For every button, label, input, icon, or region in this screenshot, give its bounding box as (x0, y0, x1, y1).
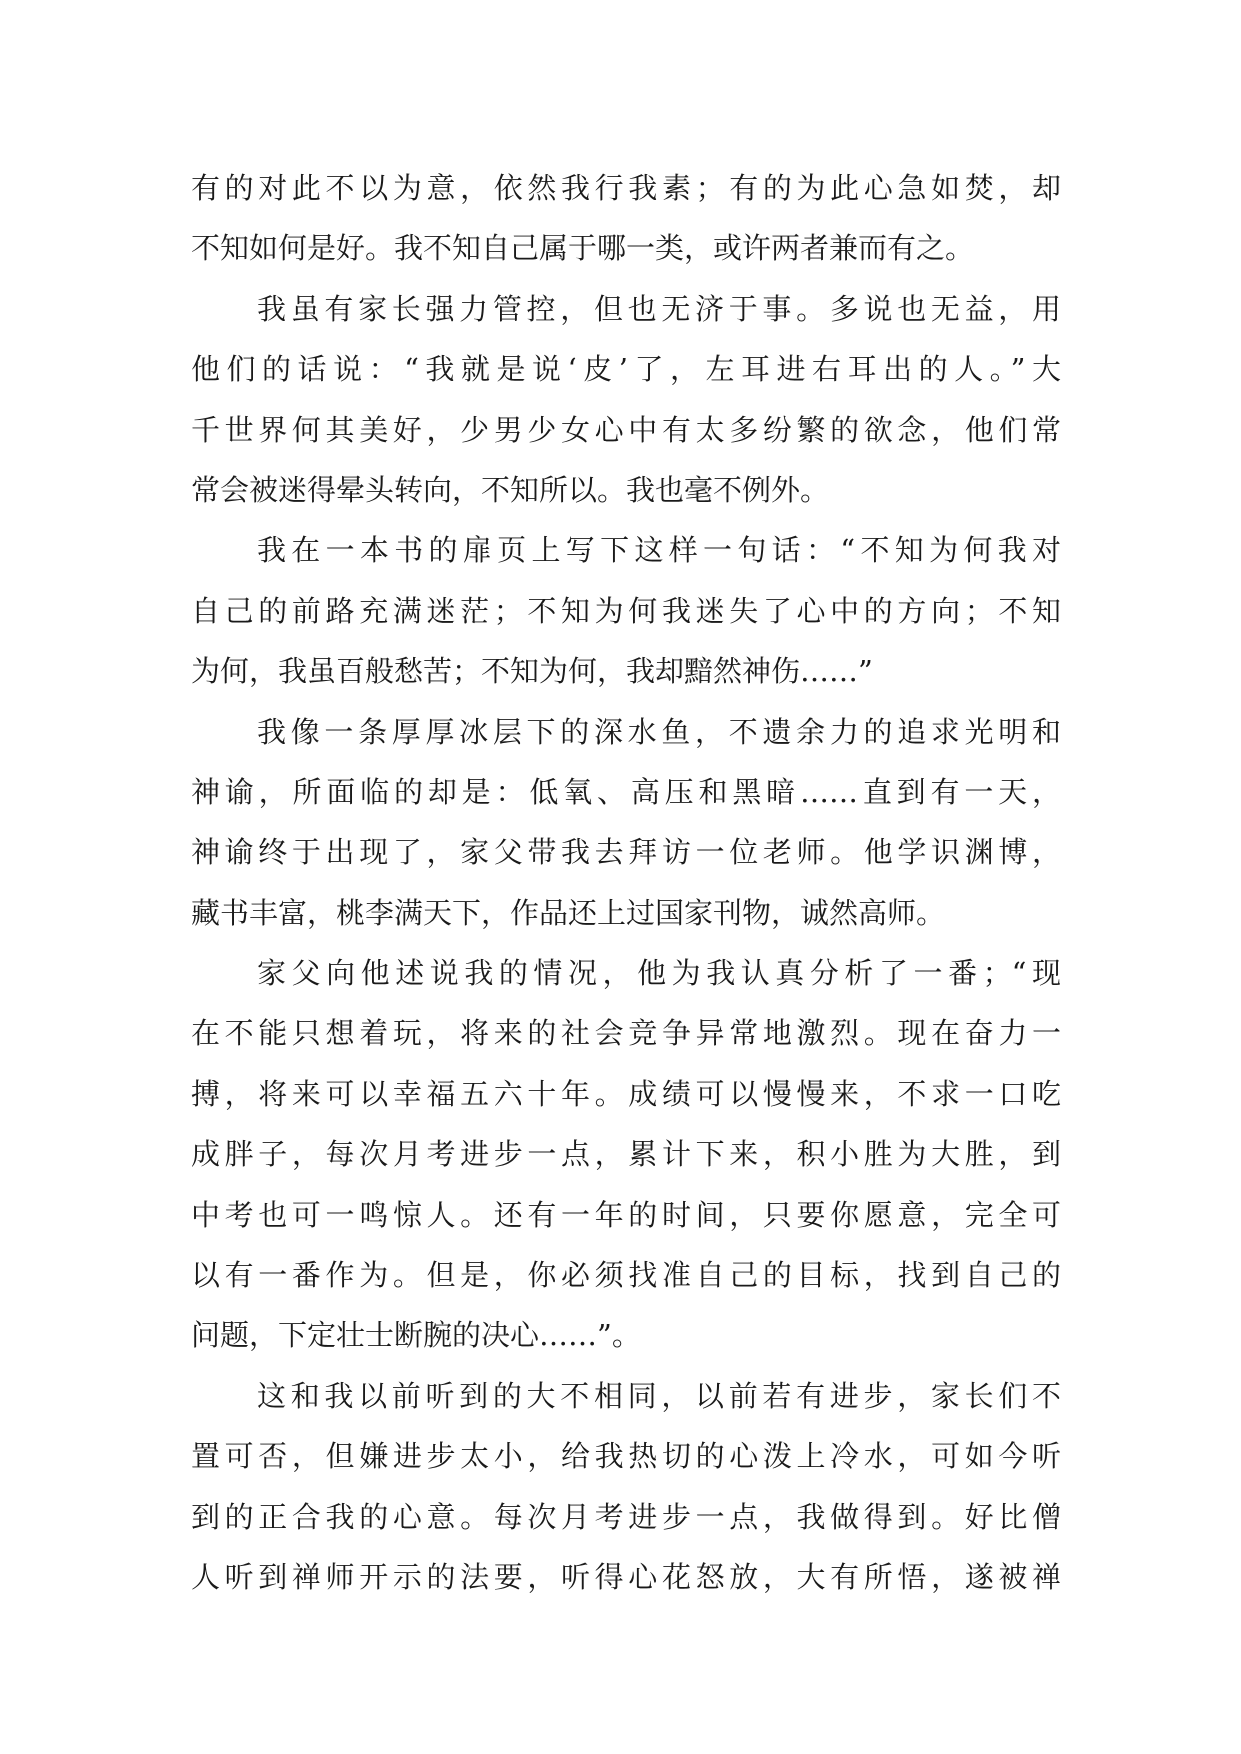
paragraph-first-line: 这和我以前听到的大不相同，以前若有进步，家长们不 (257, 1378, 1061, 1413)
text-line: 千世界何其美好，少男少女心中有太多纷繁的欲念，他们常 (191, 412, 1061, 447)
text-line: 在不能只想着玩，将来的社会竞争异常地激烈。现在奋力一 (191, 1016, 1061, 1051)
paragraph-first-line: 家父向他述说我的情况，他为我认真分析了一番；“现 (257, 956, 1061, 991)
text-line: 藏书丰富，桃李满天下，作品还上过国家刊物，诚然高师。 (191, 895, 946, 930)
text-line: 中考也可一鸣惊人。还有一年的时间，只要你愿意，完全可 (191, 1197, 1061, 1232)
text-line: 为何，我虽百般愁苦；不知为何，我却黯然神伤……” (191, 654, 873, 689)
body-text (191, 158, 1061, 1607)
text-line: 神谕终于出现了，家父带我去拜访一位老师。他学识渊博， (191, 835, 1061, 870)
text-line: 常会被迷得晕头转向，不知所以。我也毫不例外。 (191, 472, 830, 507)
text-line: 问题，下定壮士断腕的决心……”。 (191, 1318, 641, 1353)
paragraph-first-line: 我像一条厚厚冰层下的深水鱼，不遗余力的追求光明和 (257, 714, 1061, 749)
text-line: 置可否，但嫌进步太小，给我热切的心泼上冷水，可如今听 (191, 1439, 1061, 1474)
paragraph-first-line: 我在一本书的扉页上写下这样一句话：“不知为何我对 (257, 533, 1061, 568)
text-line: 有的对此不以为意，依然我行我素；有的为此心急如焚，却 (191, 171, 1061, 205)
text-line: 他们的话说：“我就是说‘皮’了，左耳进右耳出的人。”大 (191, 352, 1061, 387)
text-line: 不知如何是好。我不知自己属于哪一类，或许两者兼而有之。 (191, 231, 975, 266)
text-line: 到的正合我的心意。每次月考进步一点，我做得到。好比僧 (191, 1499, 1061, 1534)
text-line: 人听到禅师开示的法要，听得心花怒放，大有所悟，遂被禅 (191, 1559, 1061, 1594)
text-line: 以有一番作为。但是，你必须找准自己的目标，找到自己的 (191, 1258, 1061, 1293)
text-line: 自己的前路充满迷茫；不知为何我迷失了心中的方向；不知 (191, 593, 1061, 628)
paragraph-first-line: 我虽有家长强力管控，但也无济于事。多说也无益，用 (257, 291, 1061, 326)
text-line: 成胖子，每次月考进步一点，累计下来，积小胜为大胜，到 (191, 1137, 1061, 1172)
text-line: 搏，将来可以幸福五六十年。成绩可以慢慢来，不求一口吃 (191, 1076, 1061, 1111)
text-line: 神谕，所面临的却是：低氧、高压和黑暗……直到有一天， (191, 774, 1061, 809)
